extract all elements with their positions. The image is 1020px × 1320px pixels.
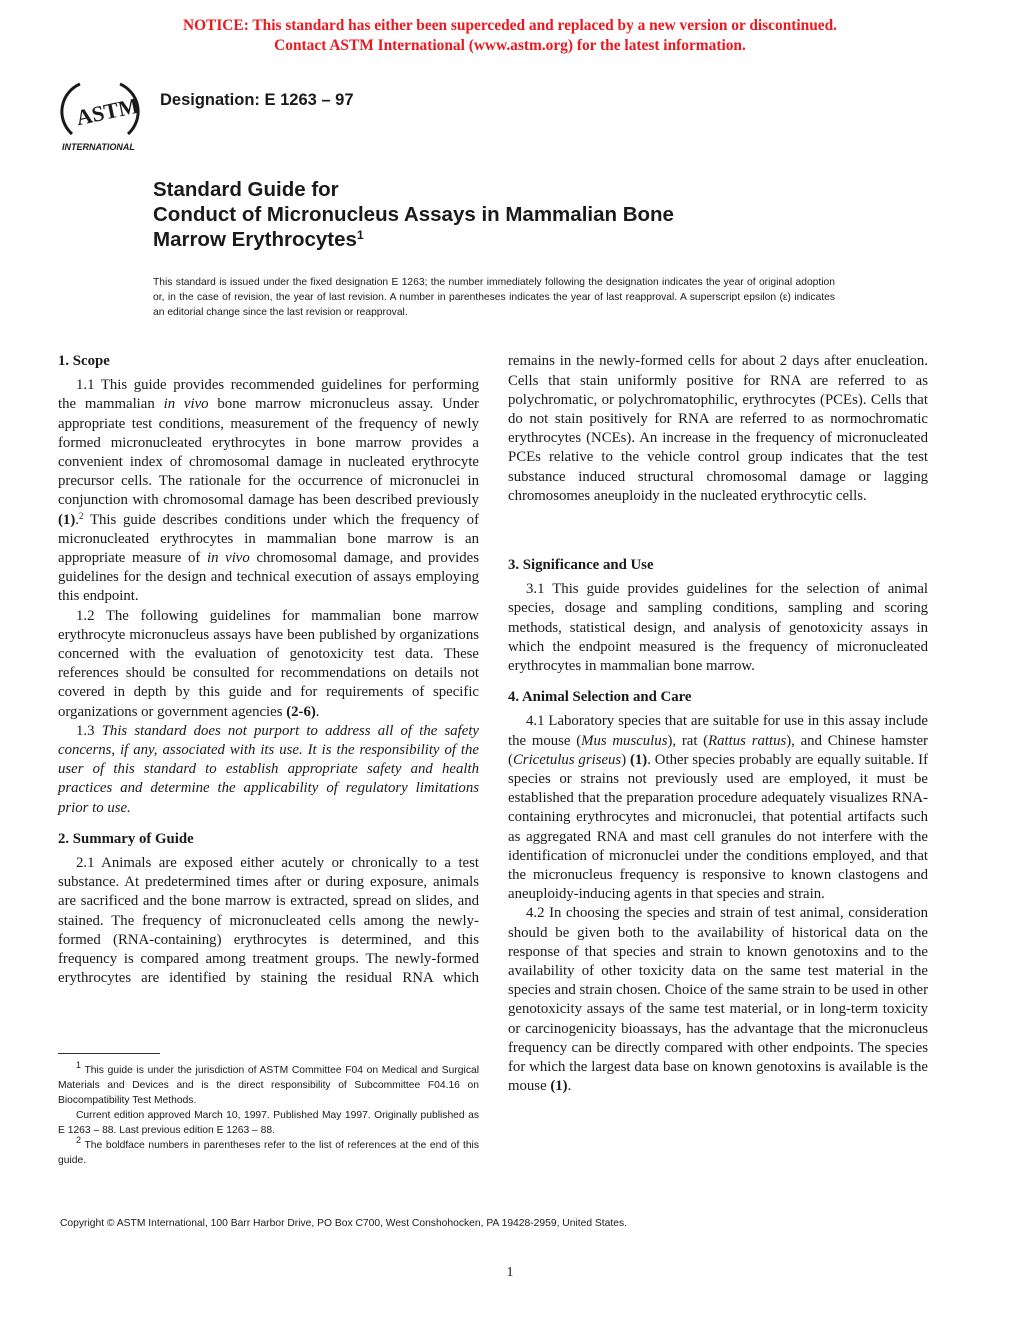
scope-heading: 1. Scope [58,353,110,369]
issued-note: This standard is issued under the fixed designation E 1263; the number immediately following the designation indicates the year of original adoption or, in the case of revision, the year of last revision. A number in parentheses indicates the year of last reapproval. A superscript epsilon (ε) indicates an editorial change since the last revision or reapproval. [153,277,835,318]
footnotes [58,1060,479,1168]
scope-para-2: 1.2 The following guidelines for mammalian bone marrow erythrocyte micronucleus assays have been published by organizations concerned with the evaluation of genotoxicity test data. These references should be consulted for recommendations on details not covered in depth by this guide and for requirements of specific organizations or government agencies (2-6). [58,607,479,720]
astm-logo-icon [60,80,146,154]
significance-heading: 3. Significance and Use [508,557,654,573]
page-number: 1 [506,1265,514,1280]
animal-para-1: 4.1 Laboratory species that are suitable for use in this assay include the mouse (Mus musculus), rat (Rattus rattus), and Chinese hamster (Cricetulus griseus) (1). Other species probably are equally suitable. If species or strains not previously used are employed, it must be established that the preparation procedure adequately visualizes RNA-containing erythrocytes and micronuclei, that potential artifacts such as aggregated RNA and mast cell granules do not interfere with the identification of micronuclei under the conditions employed, and that the micronucleus frequency is responsive to known clastogens and aneuploidy-inducing agents in that species and strain. [508,713,928,903]
animal-heading: 4. Animal Selection and Care [508,689,692,706]
document-title [153,177,674,252]
significance-para-1: 3.1 This guide provides guidelines for the selection of animal species, dosage and sampling conditions, sampling and scoring methods, statistical design, and analysis of genotoxicity assays in which the endpoint measured is the frequency of micronucleated erythrocytes in mammalian bone marrow. [508,581,928,675]
footnote-1: $^1$ This guide is under the jurisdiction of ASTM Committee F04 on Medical and Surgical Materials and Devices and is the direct responsibility of Subcommittee F04.16 on Biocompatibility Test Methods. [58,1060,479,1106]
scope-para-3: 1.3 This standard does not purport to address all of the safety concerns, if any, associated with its use. It is the responsibility of the user of this standard to establish appropriate safety and health practices and determine the applicability of regulatory limitations prior to use. [58,722,479,816]
logo-label: INTERNATIONAL [62,142,135,152]
title-footnote-ref: 1 [356,228,364,242]
logo-letter-a: ASTM [73,92,142,131]
right-column [508,352,928,1096]
title-line-2: Conduct of Micronucleus Assays in Mammalian Bone [153,203,674,226]
copyright-line: Copyright © ASTM International, 100 Barr Harbor Drive, PO Box C700, West Conshohocken, PA 19428-2959, United States. [60,1218,627,1229]
animal-para-2: 4.2 In choosing the species and strain of test animal, consideration should be given both to the availability of historical data on the response of that species and strain to known genotoxins and to the availability of other toxicity data on the same test material in the species and strain chosen. Choice of the same strain to be used in other genotoxicity assays of the same test material, or in long-term toxicity or carcinogenicity bioassays, has the advantage that the micronucleus frequency can be directly compared with other endpoints. The species for which the largest data base on known genotoxins is available is the mouse (1). [508,905,928,1095]
notice-line-2: Contact ASTM International (www.astm.org) for the latest information. [274,37,746,54]
summary-heading: 2. Summary of Guide [58,830,194,847]
footnote-divider [58,1053,160,1054]
astm-logo [60,80,146,154]
notice-line-1: NOTICE: This standard has either been superceded and replaced by a new version or discontinued. [182,17,838,34]
supersede-notice [0,16,1020,56]
title-line-3: Marrow Erythrocytes [153,228,357,251]
footnote-2: $^2$ The boldface numbers in parentheses refer to the list of references at the end of this guide. [58,1135,479,1166]
left-column [58,352,479,988]
scope-para-1: 1.1 This guide provides recommended guidelines for performing the mammalian in vivo bone marrow micronucleus assay. Under appropriate test conditions, measurement of the frequency of newly formed micronucleated erythrocytes in bone marrow provides a convenient index of chromosomal damage in nucleated erythrocyte precursor cells. The rationale for the occurrence of micronuclei in conjunction with chromosomal damage has been described previously (1).$^2$ This guide describes conditions under which the frequency of micronucleated erythrocytes in mammalian bone marrow is an appropriate measure of in vivo chromosomal damage, and provides guidelines for the design and technical execution of assays employing this endpoint. [58,377,480,605]
designation: Designation: E 1263 – 97 [160,91,354,109]
summary-para-1: 2.1 Animals are exposed either acutely or chronically to a test substance. At predetermined times after or during exposure, animals are sacrificed and the bone marrow is extracted, spread on slides, and stained. The frequency of micronucleated cells among the newly-formed (RNA-containing) erythrocytes is determined, and this frequency is compared among treatment groups. The newly-formed erythrocytes are identified by staining the residual RNA which [58,855,479,987]
summary-para-1-continued: remains in the newly-formed cells for about 2 days after enucleation. Cells that stain uniformly positive for RNA are referred to as polychromatic, or polychromatophilic, erythrocytes (PCEs). Cells that do not stain positively for RNA are referred to as normochromatic erythrocytes (NCEs). An increase in the frequency of micronucleated PCEs relative to the vehicle control group indicates that the test substance induced structural chromosomal damage or lagging chromosomes aneuploidy in the nucleated erythrocytic cells. [508,353,928,504]
title-line-1: Standard Guide for [153,178,339,201]
footnote-1b: Current edition approved March 10, 1997. Published May 1997. Originally published as E 1263 – 88. Last previous edition E 1263 – 88. [58,1110,479,1136]
